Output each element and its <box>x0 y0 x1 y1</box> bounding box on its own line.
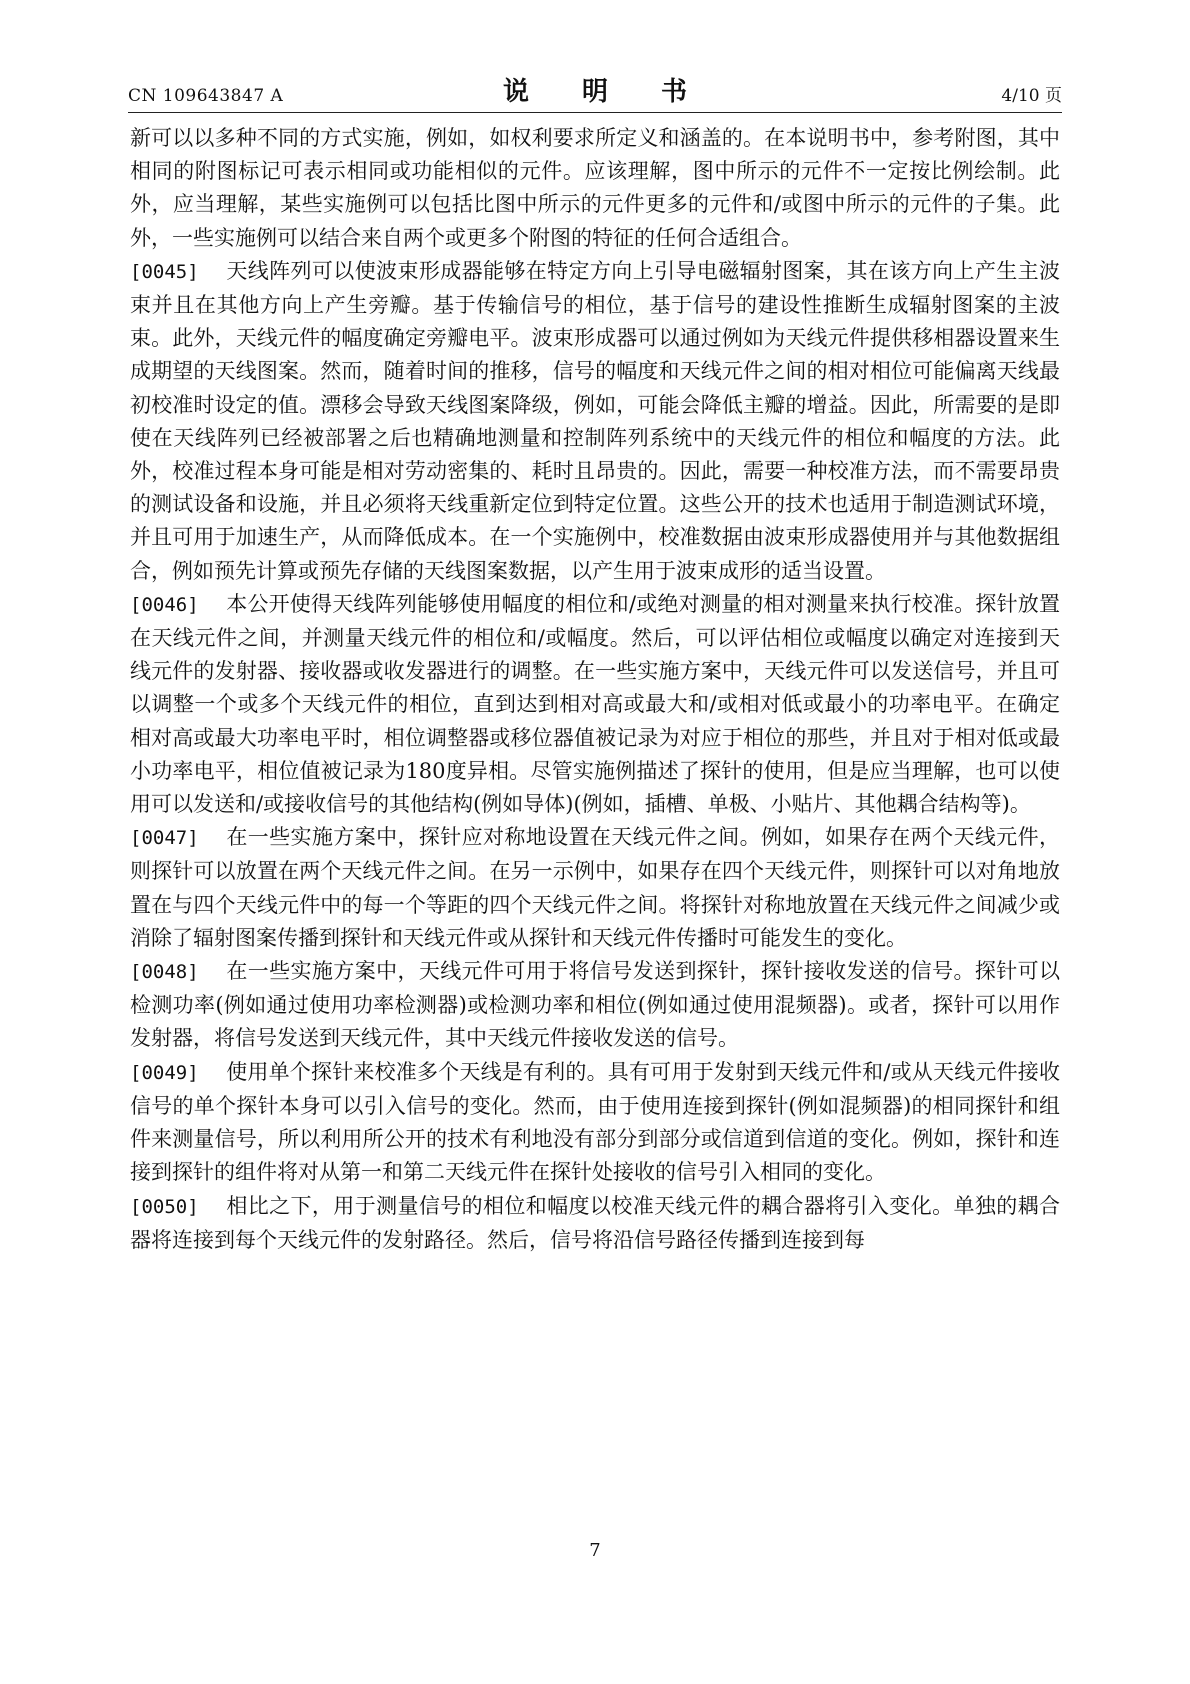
paragraph-text: 本公开使得天线阵列能够使用幅度的相位和/或绝对测量的相对测量来执行校准。探针放置在天线元件之间，并测量天线元件的相位和/或幅度。然后，可以评估相位或幅度以确定对连接到天线元件的发射器、接收器或收发器进行的调整。在一些实施方案中，天线元件可以发送信号，并且可以调整一个或多个天线元件的相位，直到达到相对高或最大和/或相对低或最小的功率电平。在确定相对高或最大功率电平时，相位调整器或移位器值被记录为对应于相位的那些，并且对于相对低或最小功率电平，相位值被记录为180度异相。尽管实施例描述了探针的使用，但是应当理解，也可以使用可以发送和/或接收信号的其他结构(例如导体)(例如，插槽、单极、小贴片、其他耦合结构等)。 <box>130 591 1060 817</box>
paragraph-0045 <box>130 255 1060 588</box>
paragraph-text: 新可以以多种不同的方式实施，例如，如权利要求所定义和涵盖的。在本说明书中，参考附图，其中相同的附图标记可表示相同或功能相似的元件。应该理解，图中所示的元件不一定按比例绘制。此外，应当理解，某些实施例可以包括比图中所示的元件更多的元件和/或图中所示的元件的子集。此外，一些实施例可以结合来自两个或更多个附图的特征的任何合适组合。 <box>130 126 1060 250</box>
paragraph-continuation <box>130 122 1060 255</box>
paragraph-text: 使用单个探针来校准多个天线是有利的。具有可用于发射到天线元件和/或从天线元件接收信号的单个探针本身可以引入信号的变化。然而，由于使用连接到探针(例如混频器)的相同探针和组件来测量信号，所以利用所公开的技术有利地没有部分到部分或信道到信道的变化。例如，探针和连接到探针的组件将对从第一和第二天线元件在探针处接收的信号引入相同的变化。 <box>130 1059 1060 1185</box>
paragraph-0046 <box>130 588 1060 821</box>
paragraph-0050 <box>130 1190 1060 1257</box>
page-info: 4/10 页 <box>1001 86 1062 106</box>
paragraph-0047 <box>130 821 1060 955</box>
paragraph-text: 在一些实施方案中，探针应对称地设置在天线元件之间。例如，如果存在两个天线元件，则探针可以放置在两个天线元件之间。在另一示例中，如果存在四个天线元件，则探针可以对角地放置在与四个天线元件中的每一个等距的四个天线元件之间。将探针对称地放置在天线元件之间减少或消除了辐射图案传播到探针和天线元件或从探针和天线元件传播时可能发生的变化。 <box>130 825 1060 950</box>
paragraph-text: 在一些实施方案中，天线元件可用于将信号发送到探针，探针接收发送的信号。探针可以检测功率(例如通过使用功率检测器)或检测功率和相位(例如通过使用混频器)。或者，探针可以用作发射器，将信号发送到天线元件，其中天线元件接收发送的信号。 <box>130 959 1060 1051</box>
paragraph-number: [0045] <box>130 260 199 283</box>
paragraph-number: [0047] <box>130 827 199 850</box>
header-divider <box>128 112 1062 113</box>
publication-number: CN 109643847 A <box>128 86 284 106</box>
paragraph-0048 <box>130 955 1060 1056</box>
paragraph-number: [0046] <box>130 593 199 616</box>
page-header <box>128 70 1062 110</box>
paragraph-number: [0049] <box>130 1061 199 1084</box>
paragraph-text: 相比之下，用于测量信号的相位和幅度以校准天线元件的耦合器将引入变化。单独的耦合器将连接到每个天线元件的发射路径。然后，信号将沿信号路径传播到连接到每 <box>130 1193 1060 1252</box>
body-text <box>130 122 1060 1257</box>
paragraph-0049 <box>130 1056 1060 1190</box>
paragraph-number: [0048] <box>130 961 199 984</box>
document-title: 说 明 书 <box>502 77 710 107</box>
page-number: 7 <box>589 1540 601 1561</box>
paragraph-text: 天线阵列可以使波束形成器能够在特定方向上引导电磁辐射图案，其在该方向上产生主波束并且在其他方向上产生旁瓣。基于传输信号的相位，基于信号的建设性推断生成辐射图案的主波束。此外，天线元件的幅度确定旁瓣电平。波束形成器可以通过例如为天线元件提供移相器设置来生成期望的天线图案。然而，随着时间的推移，信号的幅度和天线元件之间的相对相位可能偏离天线最初校准时设定的值。漂移会导致天线图案降级，例如，可能会降低主瓣的增益。因此，所需要的是即使在天线阵列已经被部署之后也精确地测量和控制阵列系统中的天线元件的相位和幅度的方法。此外，校准过程本身可能是相对劳动密集的、耗时且昂贵的。因此，需要一种校准方法，而不需要昂贵的测试设备和设施，并且必须将天线重新定位到特定位置。这些公开的技术也适用于制造测试环境，并且可用于加速生产，从而降低成本。在一个实施例中，校准数据由波束形成器使用并与其他数据组合，例如预先计算或预先存储的天线图案数据，以产生用于波束成形的适当设置。 <box>130 258 1060 583</box>
paragraph-number: [0050] <box>130 1195 199 1218</box>
